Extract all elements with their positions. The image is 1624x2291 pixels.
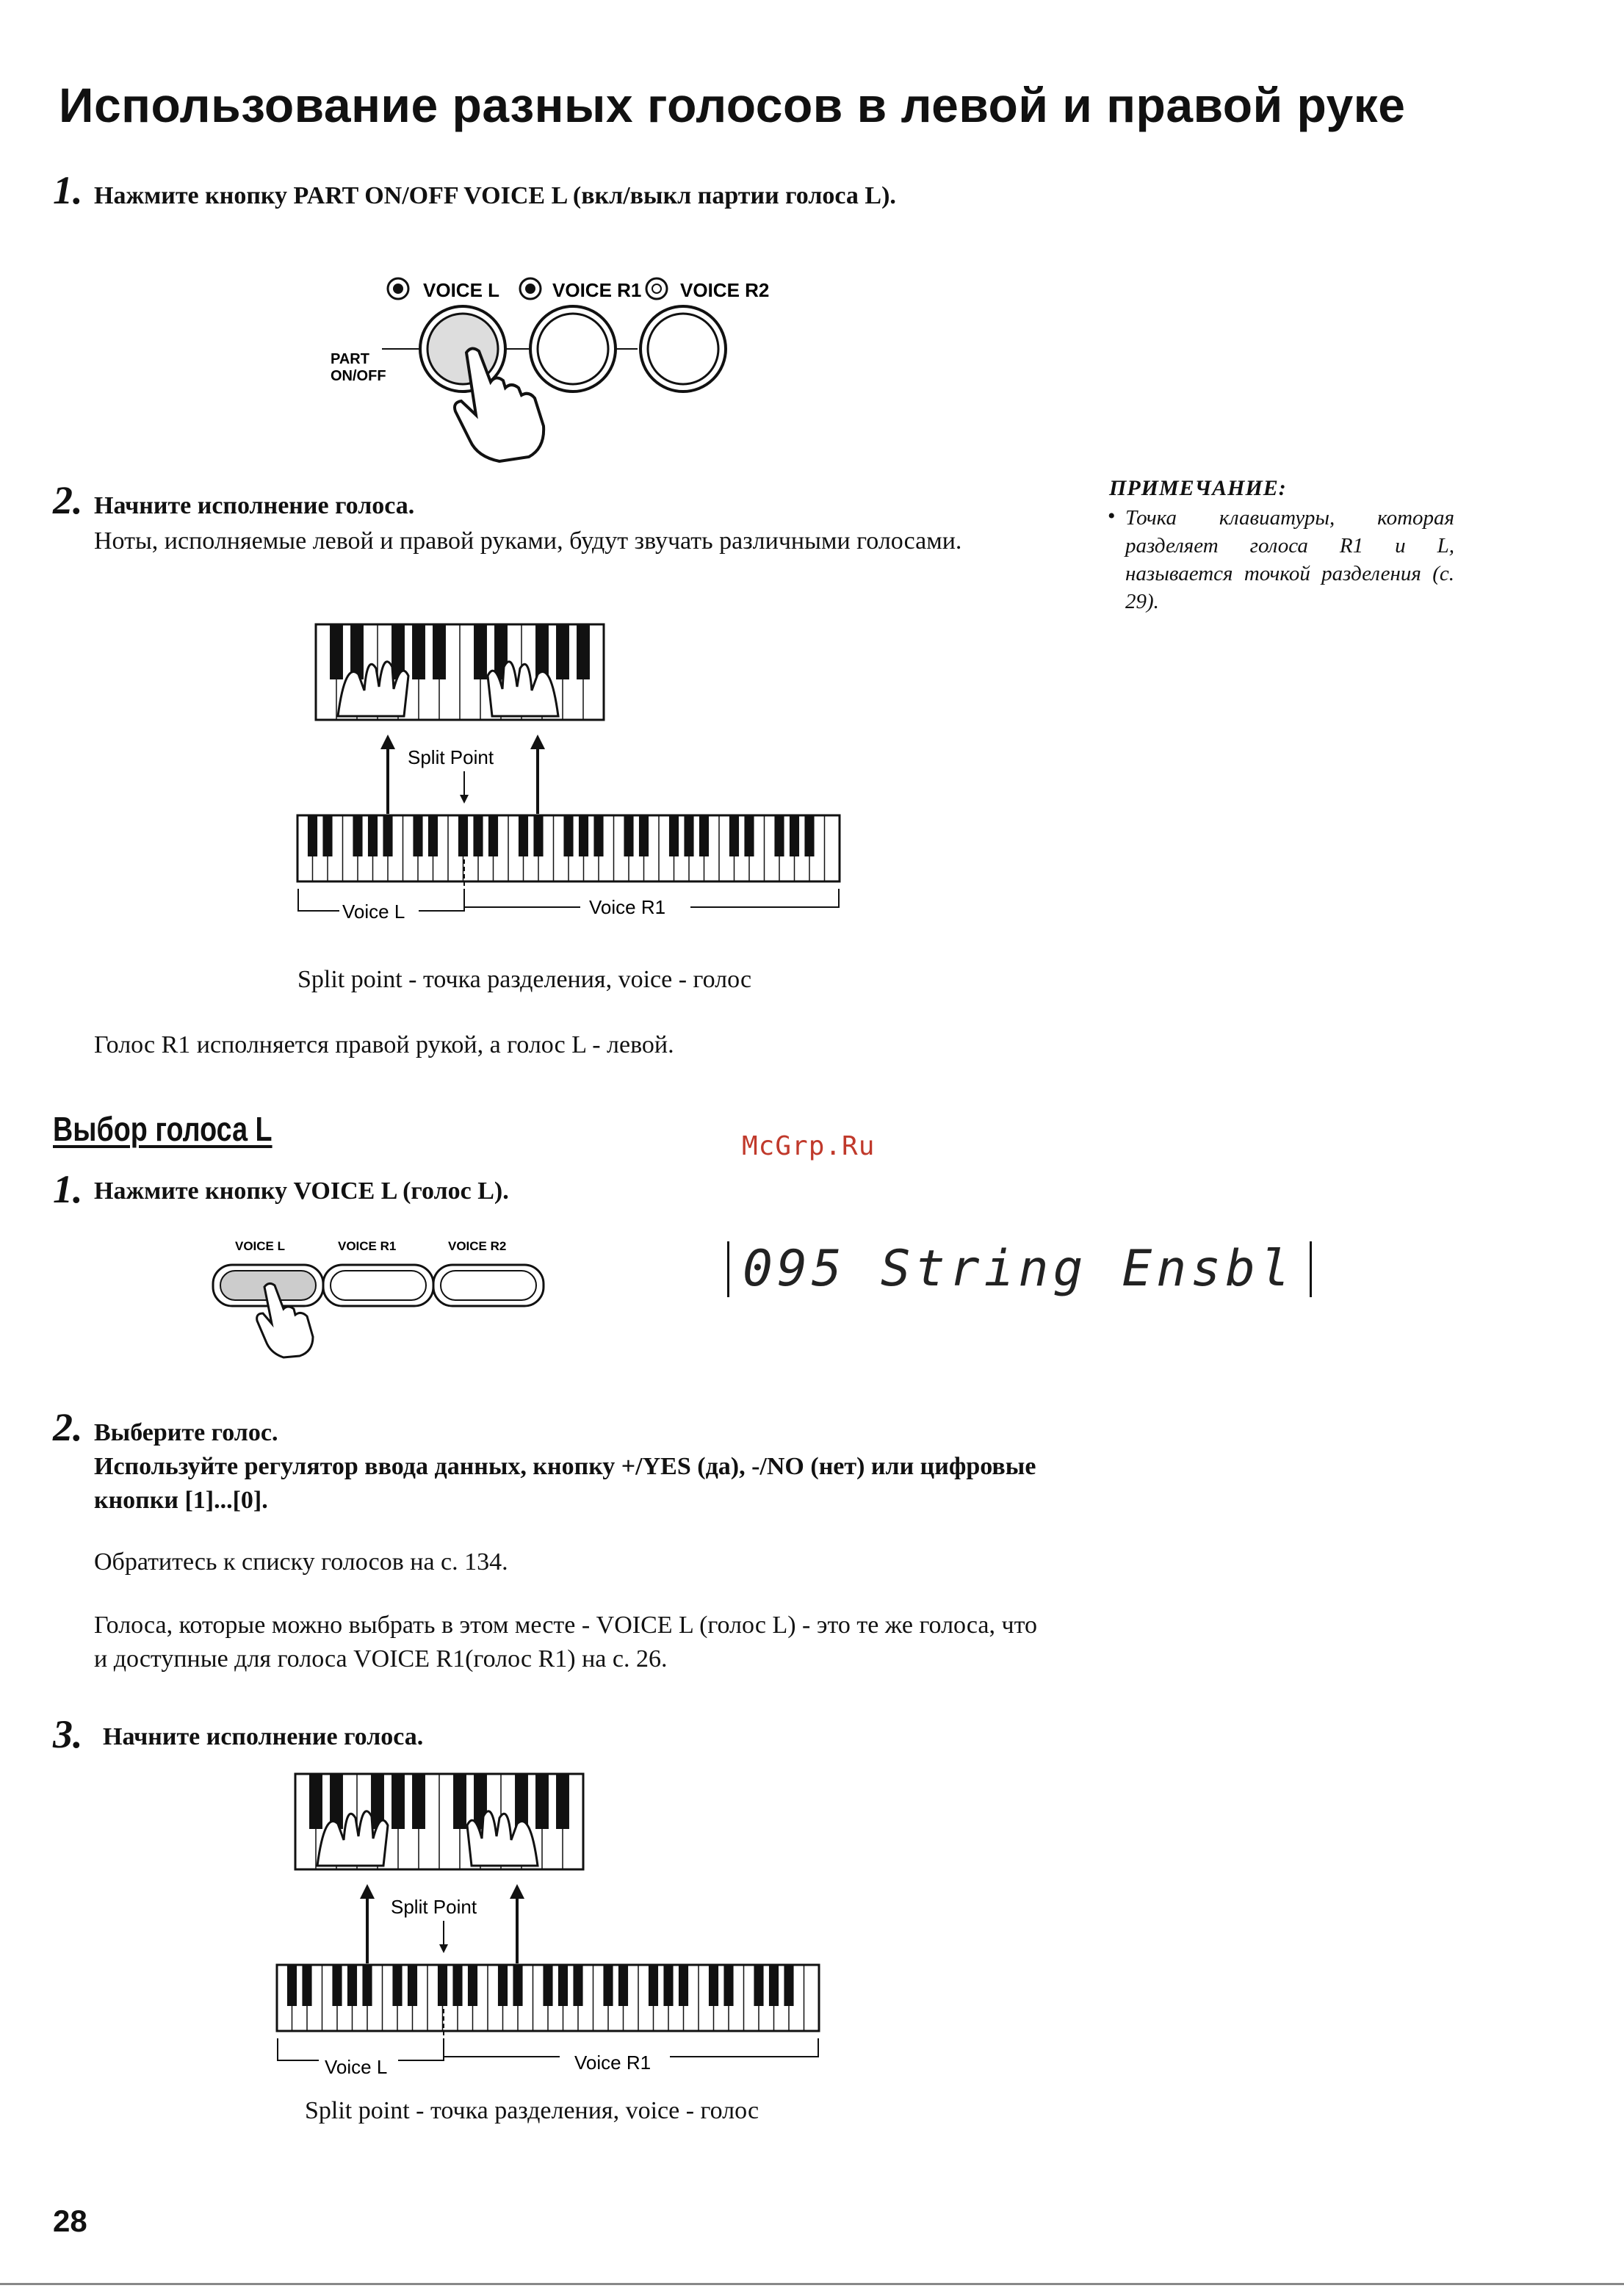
- lower-keyboard-black-key: [519, 815, 528, 856]
- s2-step-1-number: 1.: [53, 1167, 83, 1211]
- panel-voice-r2-label: VOICE R2: [680, 279, 770, 301]
- lower-keyboard-black-key: [498, 1965, 508, 2006]
- lower-keyboard-black-key: [563, 815, 573, 856]
- upper-keyboard-black-key: [556, 624, 569, 679]
- upper-keyboard-black-key: [535, 1774, 549, 1829]
- lower-keyboard-black-key: [322, 815, 332, 856]
- s2-step-2-body: Используйте регулятор ввода данных, кнопку +/YES (да), -/NO (нет) или цифровые кнопки [1]...[0].: [94, 1453, 1036, 1514]
- lower-keyboard-black-key: [679, 1965, 688, 2006]
- lower-keyboard-black-key: [347, 1965, 357, 2006]
- split-arrowhead: [439, 1944, 448, 1953]
- s2-step-2-text: Выберите голос.: [94, 1419, 278, 1446]
- step-2-body: Ноты, исполняемые левой и правой руками, будут звучать различными голосами.: [94, 527, 962, 555]
- lower-keyboard-black-key: [579, 815, 588, 856]
- lower-keyboard-black-key: [754, 1965, 763, 2006]
- upper-keyboard-black-key: [330, 624, 343, 679]
- voice-r1-label: Voice R1: [574, 2052, 652, 2074]
- lower-keyboard-black-key: [769, 1965, 779, 2006]
- step-2-number: 2.: [53, 478, 83, 522]
- lower-keyboard-black-key: [603, 1965, 613, 2006]
- split-point-label: Split Point: [391, 1896, 477, 1918]
- voice-l-label: Voice L: [325, 2056, 388, 2075]
- section-heading: Выбор голоса L: [53, 1110, 273, 1148]
- lower-keyboard-black-key: [302, 1965, 311, 2006]
- voice-l-bracket-left: [278, 2038, 319, 2060]
- step-2-text: Начните исполнение голоса.: [94, 492, 415, 519]
- lower-keyboard-black-key: [452, 1965, 462, 2006]
- pointing-hand-icon: [455, 348, 544, 461]
- lower-keyboard-black-key: [438, 1965, 447, 2006]
- split-caption-2: Split point - точка разделения, voice - голос: [305, 2097, 759, 2124]
- voice-r1-bracket-right: [670, 2038, 818, 2057]
- note-bullet: •: [1108, 504, 1116, 528]
- panel-voice-l-label: VOICE L: [423, 279, 500, 301]
- lower-keyboard-black-key: [468, 1965, 477, 2006]
- lower-keyboard-black-key: [639, 815, 649, 856]
- s2-step-1-text: Нажмите кнопку VOICE L (голос L).: [94, 1177, 509, 1205]
- panel-on-off-label: ON/OFF: [331, 368, 386, 384]
- lower-keyboard-black-key: [709, 1965, 718, 2006]
- voice-r1-label: Voice R1: [589, 896, 666, 918]
- step-1-text: Нажмите кнопку PART ON/OFF VOICE L (вкл/выкл партии голоса L).: [94, 182, 896, 209]
- voice-l-bracket-left: [298, 889, 339, 911]
- lower-keyboard-black-key: [473, 815, 483, 856]
- lower-keyboard-black-key: [784, 1965, 793, 2006]
- lower-keyboard-black-key: [699, 815, 709, 856]
- lower-keyboard-black-key: [593, 815, 603, 856]
- lower-keyboard-black-key: [392, 1965, 402, 2006]
- voice-r2-indicator: [646, 278, 667, 299]
- lower-keyboard-black-key: [413, 815, 422, 856]
- split-keyboard-diagram-1: [294, 617, 852, 926]
- page-number: 28: [53, 2204, 87, 2238]
- lower-keyboard-black-key: [663, 1965, 673, 2006]
- upper-keyboard-black-key: [453, 1774, 466, 1829]
- split-caption-1: Split point - точка разделения, voice - голос: [297, 966, 752, 993]
- upper-keyboard-black-key: [412, 624, 425, 679]
- upper-keyboard-black-key: [309, 1774, 322, 1829]
- lower-keyboard-black-key: [533, 815, 543, 856]
- split-keyboard-diagram-2: [273, 1767, 831, 2075]
- lower-keyboard-black-key: [669, 815, 679, 856]
- page-title: Использование разных голосов в левой и правой руке: [59, 78, 1406, 132]
- panel-part-label: PART: [331, 351, 369, 367]
- note-text: Точка клавиатуры, которая разделяет голоса R1 и L, называется точкой разделения (с. 29).: [1125, 506, 1454, 613]
- voice-l-bracket-right: [398, 2038, 444, 2060]
- panel-voice-r1-label: VOICE R1: [552, 279, 642, 301]
- lcd-display-text: 095 String Ensbl: [743, 1240, 1295, 1298]
- lower-keyboard-black-key: [774, 815, 784, 856]
- lower-keyboard-black-key: [408, 1965, 417, 2006]
- lower-keyboard-black-key: [488, 815, 498, 856]
- lower-keyboard-black-key: [308, 815, 317, 856]
- lower-keyboard-black-key: [790, 815, 799, 856]
- split-point-label: Split Point: [408, 746, 494, 768]
- lower-keyboard-black-key: [684, 815, 693, 856]
- voice-r2-button[interactable]: [433, 1265, 544, 1306]
- right-arrowhead: [530, 735, 545, 749]
- lower-keyboard-black-key: [428, 815, 438, 856]
- upper-keyboard-black-key: [412, 1774, 425, 1829]
- voice-list-reference: Обратитесь к списку голосов на с. 134.: [94, 1548, 508, 1576]
- lower-keyboard-black-key: [624, 815, 633, 856]
- lower-keyboard-black-key: [618, 1965, 628, 2006]
- btn-voice-r1-label: VOICE R1: [338, 1239, 397, 1253]
- voice-buttons-panel: [206, 1234, 558, 1359]
- lower-keyboard-black-key: [649, 1965, 658, 2006]
- step-1-number: 1.: [53, 168, 83, 212]
- left-arrowhead: [380, 735, 395, 749]
- lower-keyboard-black-key: [332, 1965, 342, 2006]
- part-on-off-panel: [316, 264, 786, 463]
- s2-step-3-number: 3.: [53, 1712, 83, 1756]
- split-arrowhead: [460, 795, 469, 804]
- lower-keyboard-black-key: [723, 1965, 733, 2006]
- lower-keyboard-black-key: [368, 815, 378, 856]
- voice-r1-button[interactable]: [323, 1265, 433, 1306]
- voice-r1-bracket-right: [690, 889, 839, 907]
- lower-keyboard-black-key: [353, 815, 362, 856]
- upper-keyboard-black-key: [556, 1774, 569, 1829]
- lower-keyboard-black-key: [513, 1965, 522, 2006]
- upper-keyboard-black-key: [433, 624, 446, 679]
- s2-step-3-text: Начните исполнение голоса.: [103, 1723, 424, 1750]
- available-voices-text: Голоса, которые можно выбрать в этом месте - VOICE L (голос L) - это те же голоса, что и доступные для голоса VOICE R1(голос R1) на с. 26.: [94, 1612, 1038, 1673]
- lower-keyboard-black-key: [458, 815, 468, 856]
- left-arrowhead: [360, 1884, 375, 1899]
- lower-keyboard-black-key: [543, 1965, 552, 2006]
- lower-keyboard-black-key: [287, 1965, 297, 2006]
- upper-keyboard-black-key: [577, 624, 590, 679]
- voice-r2-part-button[interactable]: [640, 306, 726, 392]
- note-heading: ПРИМЕЧАНИЕ:: [1109, 476, 1287, 500]
- btn-voice-l-label: VOICE L: [235, 1239, 286, 1253]
- voice-l-label: Voice L: [342, 901, 405, 923]
- lower-keyboard-black-key: [729, 815, 739, 856]
- lower-keyboard-black-key: [558, 1965, 568, 2006]
- lower-keyboard-black-key: [573, 1965, 582, 2006]
- watermark: McGrp.Ru: [742, 1131, 876, 1161]
- voice-r1-part-button[interactable]: [530, 306, 616, 392]
- lcd-display: [727, 1241, 1312, 1297]
- s2-step-2-number: 2.: [53, 1405, 83, 1449]
- voice-l-indicator: [388, 278, 408, 299]
- voice-r1-indicator: [520, 278, 541, 299]
- upper-keyboard-black-key: [391, 1774, 405, 1829]
- r1-explanation: Голос R1 исполняется правой рукой, а голос L - левой.: [94, 1031, 674, 1058]
- bottom-rule: [0, 2283, 1624, 2285]
- right-arrowhead: [510, 1884, 524, 1899]
- lower-keyboard-black-key: [362, 1965, 372, 2006]
- upper-keyboard-black-key: [474, 624, 487, 679]
- btn-voice-r2-label: VOICE R2: [448, 1239, 507, 1253]
- lower-keyboard-black-key: [744, 815, 754, 856]
- lower-keyboard-black-key: [804, 815, 814, 856]
- voice-l-bracket-right: [419, 889, 464, 911]
- lower-keyboard-black-key: [383, 815, 392, 856]
